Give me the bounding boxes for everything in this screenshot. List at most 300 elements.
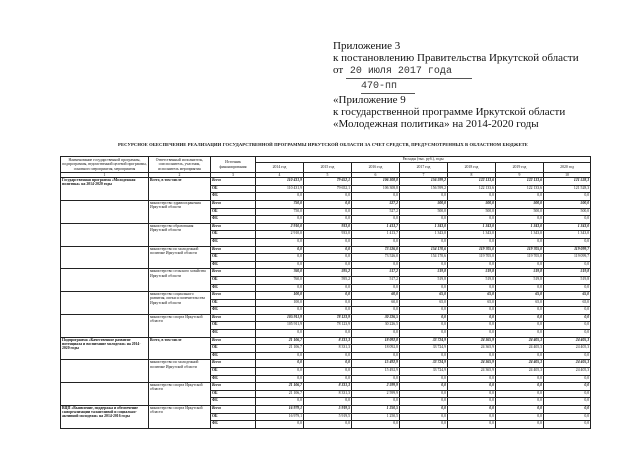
value-cell: 24 365,9 — [448, 360, 496, 368]
value-cell: 121 528,3 — [544, 178, 591, 186]
value-cell: 0,0 — [400, 383, 448, 391]
value-cell: 1 250,5 — [352, 413, 400, 421]
value-cell: 0,0 — [448, 238, 496, 246]
value-cell: 0,0 — [448, 375, 496, 383]
value-cell: 73 526,0 — [352, 254, 400, 262]
value-cell: 79 652,1 — [304, 185, 352, 193]
value-cell: 8 331,3 — [304, 337, 352, 345]
column-number: 9 — [496, 173, 544, 178]
year-header: 2020 год — [544, 163, 591, 173]
value-cell: 0,0 — [544, 383, 591, 391]
source-cell: Всего — [211, 246, 256, 254]
program-name-cell — [61, 246, 149, 269]
document-header — [333, 40, 633, 130]
value-cell: 24 405,3 — [496, 360, 544, 368]
value-cell: 122 133,6 — [496, 178, 544, 186]
value-cell: 0,0 — [256, 398, 304, 406]
value-cell: 8 331,3 — [304, 383, 352, 391]
value-cell: 0,0 — [256, 261, 304, 269]
value-cell: 933,0 — [304, 223, 352, 231]
value-cell: 0,0 — [496, 284, 544, 292]
value-cell: 21 106,7 — [256, 390, 304, 398]
executor-cell: министерство социального развития, опеки и попечительства Иркутской области — [149, 292, 211, 315]
value-cell: 0,0 — [448, 406, 496, 414]
value-cell: 60,0 — [352, 299, 400, 307]
value-cell: 33 724,9 — [400, 368, 448, 376]
program-name: «Молодежная политика» на 2014-2020 годы — [333, 118, 539, 130]
value-cell: 156 599,2 — [400, 185, 448, 193]
value-cell: 8 331,3 — [304, 390, 352, 398]
resolution-line: к постановлению Правительства Иркутской области — [333, 52, 579, 64]
value-cell: 0,0 — [304, 360, 352, 368]
value-cell: 0,0 — [352, 216, 400, 224]
source-cell: ФБ — [211, 284, 256, 292]
column-number: 7 — [400, 173, 448, 178]
value-cell: 100,0 — [256, 292, 304, 300]
value-cell: 0,0 — [448, 352, 496, 360]
source-cell: Всего — [211, 269, 256, 277]
program-name-cell — [61, 360, 149, 383]
value-cell: 78 123,9 — [304, 314, 352, 322]
resource-table — [60, 156, 591, 429]
value-cell: 0,0 — [448, 261, 496, 269]
value-cell: 65,0 — [448, 292, 496, 300]
value-cell: 1 250,5 — [352, 406, 400, 414]
source-cell: ОБ — [211, 368, 256, 376]
value-cell: 517,2 — [352, 269, 400, 277]
source-cell: ФБ — [211, 238, 256, 246]
value-cell: 0,0 — [256, 246, 304, 254]
source-cell: ОБ — [211, 231, 256, 239]
from-prefix: от — [333, 64, 344, 76]
value-cell: 0,0 — [256, 284, 304, 292]
value-cell: 0,0 — [256, 238, 304, 246]
value-cell: 0,0 — [448, 398, 496, 406]
value-cell: 24 365,9 — [448, 368, 496, 376]
value-cell: 122 133,6 — [448, 185, 496, 193]
value-cell: 106 308,8 — [352, 185, 400, 193]
value-cell: 106 308,8 — [352, 178, 400, 186]
table-row — [61, 292, 591, 300]
value-cell: 0,0 — [304, 375, 352, 383]
executor-cell: министерство спорта Иркутской области — [149, 383, 211, 406]
value-cell: 105 911,9 — [256, 314, 304, 322]
program-name-cell — [61, 383, 149, 406]
value-cell: 24 365,9 — [448, 337, 496, 345]
source-cell: ОБ — [211, 299, 256, 307]
value-cell: 24 405,3 — [544, 337, 591, 345]
year-header: 2014 год — [256, 163, 304, 173]
value-cell: 0,0 — [544, 406, 591, 414]
executor-cell: Всего, в том числе — [149, 178, 211, 201]
program-line: к государственной программе Иркутской области — [333, 106, 566, 118]
value-cell: 0,0 — [496, 413, 544, 421]
value-cell: 0,0 — [544, 398, 591, 406]
value-cell: 0,0 — [400, 352, 448, 360]
value-cell: 0,0 — [496, 390, 544, 398]
value-cell: 154 170,6 — [400, 246, 448, 254]
program-name-cell — [61, 200, 149, 223]
column-number: 6 — [352, 173, 400, 178]
source-cell: ОБ — [211, 208, 256, 216]
value-cell: 0,0 — [400, 307, 448, 315]
program-name-cell: Подпрограмма «Качественное развитие потенциала и воспитание молодежи» на 2014-2020 годы — [61, 337, 149, 360]
value-cell: 0,0 — [448, 307, 496, 315]
executor-cell: министерство по молодежной политике Иркутской области — [149, 246, 211, 269]
value-cell: 519,8 — [496, 269, 544, 277]
value-cell: 0,0 — [496, 398, 544, 406]
value-cell: 500,0 — [400, 208, 448, 216]
value-cell: 65,0 — [544, 292, 591, 300]
value-cell: 0,0 — [304, 292, 352, 300]
value-cell: 500,0 — [496, 208, 544, 216]
value-cell: 121 528,3 — [544, 185, 591, 193]
value-cell: 517,2 — [352, 276, 400, 284]
value-cell: 1 413,7 — [352, 231, 400, 239]
value-cell: 119 099,7 — [544, 246, 591, 254]
value-cell: 0,0 — [448, 193, 496, 201]
value-cell: 21 106,7 — [256, 345, 304, 353]
value-cell: 519,8 — [400, 276, 448, 284]
source-cell: Всего — [211, 292, 256, 300]
value-cell: 33 724,9 — [400, 345, 448, 353]
value-cell: 0,0 — [352, 238, 400, 246]
source-cell: Всего — [211, 383, 256, 391]
value-cell: 527,2 — [352, 208, 400, 216]
value-cell: 16 979,1 — [256, 406, 304, 414]
value-cell: 65,0 — [400, 299, 448, 307]
value-cell: 154 170,6 — [400, 254, 448, 262]
value-cell: 0,0 — [400, 390, 448, 398]
value-cell: 519,8 — [544, 269, 591, 277]
value-cell: 1 343,0 — [400, 223, 448, 231]
value-cell: 0,0 — [544, 216, 591, 224]
value-cell: 0,0 — [352, 261, 400, 269]
value-cell: 0,0 — [496, 406, 544, 414]
executor-cell: министерство спорта Иркутской области — [149, 314, 211, 337]
value-cell: 519,8 — [448, 269, 496, 277]
program-name-cell — [61, 292, 149, 315]
source-cell: ФБ — [211, 398, 256, 406]
value-cell: 1 343,0 — [544, 223, 591, 231]
value-cell: 0,0 — [304, 299, 352, 307]
value-cell: 0,0 — [448, 383, 496, 391]
number-line — [333, 79, 633, 94]
value-cell: 0,0 — [352, 284, 400, 292]
year-header: 2019 год — [496, 163, 544, 173]
value-cell: 0,0 — [400, 413, 448, 421]
value-cell: 0,0 — [256, 254, 304, 262]
value-cell: 110 431,9 — [256, 185, 304, 193]
value-cell: 0,0 — [352, 193, 400, 201]
executor-cell: Всего, в том числе — [149, 337, 211, 360]
value-cell: 2 599,9 — [352, 383, 400, 391]
value-cell: 0,0 — [448, 390, 496, 398]
resolution-date: 20 июля 2017 года — [346, 66, 472, 79]
value-cell: 60,0 — [352, 292, 400, 300]
value-cell: 0,0 — [496, 314, 544, 322]
value-cell: 0,0 — [352, 421, 400, 429]
value-cell: 0,0 — [496, 352, 544, 360]
program-name-cell: ВЦП «Выявление, поддержка и обеспечение самореализации талантливой и социально-активной молодежи» на 2014-2016 годы — [61, 406, 149, 429]
source-cell: Всего — [211, 337, 256, 345]
value-cell: 0,0 — [448, 314, 496, 322]
value-cell: 1 343,0 — [496, 231, 544, 239]
value-cell: 0,0 — [544, 390, 591, 398]
value-cell: 8 331,3 — [304, 345, 352, 353]
value-cell: 0,0 — [400, 284, 448, 292]
value-cell: 1 343,0 — [496, 223, 544, 231]
value-cell: 65,0 — [496, 299, 544, 307]
value-cell: 0,0 — [256, 193, 304, 201]
value-cell: 1 343,0 — [448, 231, 496, 239]
value-cell: 519,8 — [544, 276, 591, 284]
table-row — [61, 200, 591, 208]
value-cell: 0,0 — [400, 406, 448, 414]
column-number: 4 — [256, 173, 304, 178]
value-cell: 65,0 — [544, 299, 591, 307]
source-cell: ОБ — [211, 345, 256, 353]
value-cell: 0,0 — [496, 375, 544, 383]
value-cell: 0,0 — [304, 368, 352, 376]
value-cell: 760,0 — [256, 269, 304, 277]
value-cell: 0,0 — [448, 216, 496, 224]
value-cell: 519,8 — [448, 276, 496, 284]
value-cell: 21 106,7 — [256, 383, 304, 391]
value-cell: 119 099,7 — [544, 254, 591, 262]
value-cell: 933,0 — [304, 231, 352, 239]
value-cell: 0,0 — [352, 307, 400, 315]
value-cell: 0,0 — [304, 307, 352, 315]
value-cell: 0,0 — [400, 193, 448, 201]
program-name-cell — [61, 223, 149, 246]
value-cell: 500,0 — [496, 200, 544, 208]
executor-cell: министерство сельского хозяйства Иркутской области — [149, 269, 211, 292]
value-cell: 119 705,0 — [496, 254, 544, 262]
value-cell: 5 919,5 — [304, 413, 352, 421]
value-cell: 0,0 — [544, 307, 591, 315]
value-cell: 15 492,9 — [352, 360, 400, 368]
source-cell: ФБ — [211, 375, 256, 383]
source-cell: Всего — [211, 406, 256, 414]
value-cell: 519,8 — [400, 269, 448, 277]
value-cell: 500,0 — [448, 200, 496, 208]
value-cell: 0,0 — [448, 421, 496, 429]
column-number: 3 — [211, 173, 256, 178]
value-cell: 21 106,7 — [256, 337, 304, 345]
value-cell: 0,0 — [496, 261, 544, 269]
value-cell: 16 979,1 — [256, 413, 304, 421]
table-row — [61, 269, 591, 277]
value-cell: 100,0 — [256, 299, 304, 307]
value-cell: 18 092,8 — [352, 337, 400, 345]
value-cell: 0,0 — [352, 352, 400, 360]
value-cell: 0,0 — [544, 284, 591, 292]
value-cell: 0,0 — [304, 216, 352, 224]
value-cell: 119 705,0 — [448, 254, 496, 262]
executor-cell: министерство здравоохранения Иркутской области — [149, 200, 211, 223]
value-cell: 0,0 — [400, 314, 448, 322]
value-cell: 18 092,8 — [352, 345, 400, 353]
column-number: 8 — [448, 173, 496, 178]
column-number: 5 — [304, 173, 352, 178]
value-cell: 105 911,9 — [256, 322, 304, 330]
column-number: 2 — [149, 173, 211, 178]
value-cell: 0,0 — [304, 352, 352, 360]
table-row — [61, 406, 591, 414]
value-cell: 0,0 — [256, 421, 304, 429]
value-cell: 0,0 — [304, 398, 352, 406]
value-cell: 0,0 — [544, 413, 591, 421]
year-header: 2018 год — [448, 163, 496, 173]
table-row — [61, 223, 591, 231]
source-cell: ОБ — [211, 322, 256, 330]
source-cell: ФБ — [211, 193, 256, 201]
column-number: 10 — [544, 173, 591, 178]
value-cell: 2 599,9 — [352, 390, 400, 398]
col-header-source: Источник финансирования — [211, 157, 256, 173]
value-cell: 1 343,0 — [400, 231, 448, 239]
value-cell: 1 343,0 — [544, 231, 591, 239]
value-cell: 33 724,9 — [400, 337, 448, 345]
value-cell: 527,2 — [352, 200, 400, 208]
value-cell: 2 910,0 — [256, 223, 304, 231]
source-cell: Всего — [211, 314, 256, 322]
value-cell: 0,0 — [400, 398, 448, 406]
value-cell: 24 405,3 — [544, 368, 591, 376]
value-cell: 0,0 — [544, 238, 591, 246]
value-cell: 0,0 — [352, 330, 400, 338]
source-cell: ФБ — [211, 261, 256, 269]
source-cell: ОБ — [211, 185, 256, 193]
executor-cell: министерство спорта Иркутской области — [149, 406, 211, 429]
value-cell: 5 919,5 — [304, 406, 352, 414]
value-cell: 500,0 — [400, 200, 448, 208]
resolution-number: 470-пп — [361, 81, 415, 94]
value-cell: 119 705,0 — [496, 246, 544, 254]
source-cell: Всего — [211, 360, 256, 368]
value-cell: 500,0 — [544, 208, 591, 216]
year-header: 2015 год — [304, 163, 352, 173]
value-cell: 0,0 — [544, 261, 591, 269]
table-row — [61, 383, 591, 391]
source-cell: ФБ — [211, 216, 256, 224]
executor-cell: министерство по молодежной политике Иркутской области — [149, 360, 211, 383]
program-name-cell: Государственная программа «Молодежная политика» на 2014-2020 годы — [61, 178, 149, 201]
value-cell: 33 724,9 — [400, 360, 448, 368]
value-cell: 0,0 — [256, 307, 304, 315]
value-cell: 0,0 — [304, 200, 352, 208]
value-cell: 0,0 — [256, 375, 304, 383]
value-cell: 122 133,6 — [448, 178, 496, 186]
value-cell: 0,0 — [256, 216, 304, 224]
value-cell: 24 405,3 — [496, 345, 544, 353]
value-cell: 0,0 — [256, 368, 304, 376]
value-cell: 24 365,9 — [448, 345, 496, 353]
value-cell: 0,0 — [496, 330, 544, 338]
value-cell: 0,0 — [304, 421, 352, 429]
col-header-name: Наименование государственной программы, подпрограммы, ведомственной целевой программы, основного мероприятия, мероприятия — [62, 158, 147, 171]
value-cell: 30 226,5 — [352, 314, 400, 322]
value-cell: 0,0 — [448, 413, 496, 421]
value-cell: 119 705,0 — [448, 246, 496, 254]
value-cell: 1 343,0 — [448, 223, 496, 231]
year-header: 2016 год — [352, 163, 400, 173]
value-cell: 0,0 — [304, 330, 352, 338]
value-cell: 0,0 — [448, 330, 496, 338]
value-cell: 0,0 — [352, 375, 400, 383]
executor-cell: министерство образования Иркутской области — [149, 223, 211, 246]
value-cell: 122 133,6 — [496, 185, 544, 193]
value-cell: 519,8 — [496, 276, 544, 284]
value-cell: 0,0 — [400, 216, 448, 224]
value-cell: 0,0 — [400, 421, 448, 429]
col-header-expenses: Расходы (тыс. руб.), годы — [256, 157, 591, 163]
value-cell: 750,0 — [256, 208, 304, 216]
value-cell: 79 652,1 — [304, 178, 352, 186]
value-cell: 0,0 — [256, 352, 304, 360]
value-cell: 0,0 — [448, 322, 496, 330]
value-cell: 24 405,3 — [496, 368, 544, 376]
value-cell: 0,0 — [448, 284, 496, 292]
year-header: 2017 год — [400, 163, 448, 173]
value-cell: 0,0 — [544, 330, 591, 338]
value-cell: 0,0 — [544, 193, 591, 201]
value-cell: 0,0 — [400, 261, 448, 269]
value-cell: 0,0 — [544, 375, 591, 383]
value-cell: 595,2 — [304, 276, 352, 284]
value-cell: 0,0 — [496, 238, 544, 246]
table-title: РЕСУРСНОЕ ОБЕСПЕЧЕНИЕ РЕАЛИЗАЦИИ ГОСУДАРСТВЕННОЙ ПРОГРАММЫ ИРКУТСКОЙ ОБЛАСТИ ЗА СЧЕТ СРЕДСТВ, ПРЕДУСМОТРЕННЫХ В ОБЛАСТНОМ БЮДЖЕТЕ — [118, 142, 528, 147]
value-cell: 500,0 — [448, 208, 496, 216]
value-cell: 156 599,2 — [400, 178, 448, 186]
appendix-label: Приложение 3 — [333, 40, 401, 52]
table-row — [61, 246, 591, 254]
value-cell: 0,0 — [400, 330, 448, 338]
value-cell: 0,0 — [496, 193, 544, 201]
source-cell: ФБ — [211, 307, 256, 315]
table-row — [61, 314, 591, 322]
col-header-executor: Ответственный исполнитель, соисполнитель, участник, исполнитель мероприятия — [149, 157, 211, 173]
table-row — [61, 337, 591, 345]
source-cell: ОБ — [211, 390, 256, 398]
appendix9-label: «Приложение 9 — [333, 94, 406, 106]
value-cell: 0,0 — [544, 352, 591, 360]
source-cell: ОБ — [211, 276, 256, 284]
value-cell: 0,0 — [256, 360, 304, 368]
value-cell: 0,0 — [496, 322, 544, 330]
value-cell: 0,0 — [496, 421, 544, 429]
value-cell: 0,0 — [304, 254, 352, 262]
value-cell: 2 910,0 — [256, 231, 304, 239]
program-name-cell — [61, 269, 149, 292]
source-cell: Всего — [211, 200, 256, 208]
value-cell: 15 492,9 — [352, 368, 400, 376]
value-cell: 1 413,7 — [352, 223, 400, 231]
source-cell: Всего — [211, 223, 256, 231]
value-cell: 78 123,9 — [304, 322, 352, 330]
value-cell: 65,0 — [496, 292, 544, 300]
column-number: 1 — [61, 173, 149, 178]
value-cell: 0,0 — [400, 375, 448, 383]
value-cell: 0,0 — [544, 322, 591, 330]
value-cell: 0,0 — [496, 216, 544, 224]
value-cell: 65,0 — [448, 299, 496, 307]
program-name-cell — [61, 314, 149, 337]
value-cell: 30 226,5 — [352, 322, 400, 330]
value-cell: 0,0 — [304, 193, 352, 201]
source-cell: ФБ — [211, 330, 256, 338]
